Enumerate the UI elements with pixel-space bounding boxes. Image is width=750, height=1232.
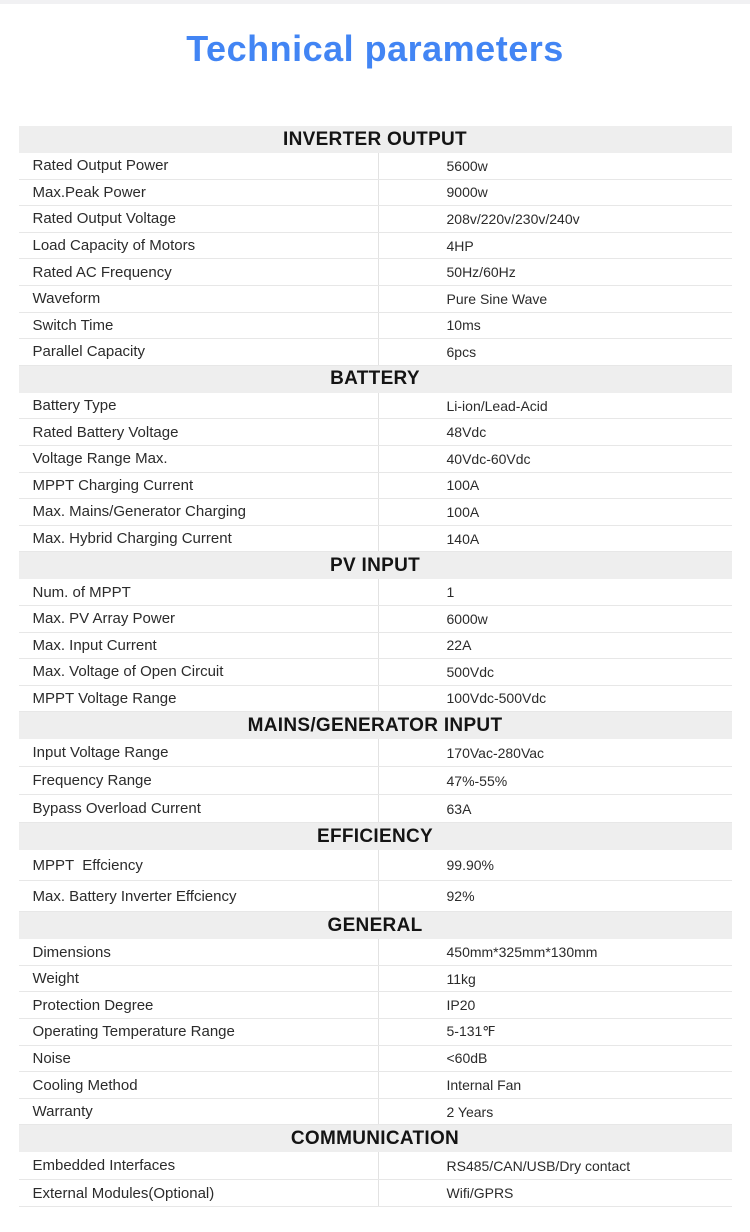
spec-row: [19, 1152, 732, 1180]
spec-row: [19, 1046, 732, 1073]
spec-label: MPPT Effciency: [32, 856, 143, 874]
spec-label: Max. Input Current: [32, 636, 157, 654]
spec-value: 100A: [378, 499, 732, 525]
spec-value: 170Vac-280Vac: [378, 739, 732, 766]
section-header: GENERAL: [19, 912, 732, 939]
spec-label: Rated Battery Voltage: [32, 423, 179, 441]
spec-row: [19, 526, 732, 553]
spec-label: Parallel Capacity: [32, 343, 146, 361]
spec-row: [19, 739, 732, 767]
spec-section-efficiency: [19, 823, 732, 912]
spec-label: MPPT Voltage Range: [32, 689, 177, 707]
spec-value: 4HP: [378, 233, 732, 259]
spec-value: 63A: [378, 795, 732, 822]
spec-label: Protection Degree: [32, 996, 154, 1014]
spec-row: [19, 180, 732, 207]
spec-label: Operating Temperature Range: [32, 1023, 235, 1041]
spec-section-communication: [19, 1125, 732, 1207]
spec-value: 50Hz/60Hz: [378, 259, 732, 285]
spec-label: Input Voltage Range: [32, 744, 169, 762]
spec-value: 99.90%: [378, 850, 732, 880]
spec-label: Max. Voltage of Open Circuit: [32, 663, 224, 681]
spec-value: RS485/CAN/USB/Dry contact: [378, 1152, 732, 1179]
spec-label: Max. Hybrid Charging Current: [32, 530, 232, 548]
spec-value: IP20: [378, 992, 732, 1018]
section-rows: [19, 153, 732, 366]
spec-row: [19, 419, 732, 446]
spec-row: [19, 206, 732, 233]
spec-row: [19, 499, 732, 526]
spec-row: [19, 992, 732, 1019]
section-rows: [19, 579, 732, 712]
spec-value: 11kg: [378, 966, 732, 992]
spec-value: Li-ion/Lead-Acid: [378, 393, 732, 419]
section-rows: [19, 850, 732, 912]
spec-section-battery: [19, 366, 732, 553]
spec-row: [19, 446, 732, 473]
spec-section-pv-input: [19, 552, 732, 712]
spec-value: 47%-55%: [378, 767, 732, 794]
spec-row: [19, 259, 732, 286]
spec-label: External Modules(Optional): [32, 1184, 215, 1202]
spec-label: Frequency Range: [32, 772, 152, 790]
spec-row: [19, 633, 732, 660]
spec-row: [19, 313, 732, 340]
spec-row: [19, 659, 732, 686]
spec-row: [19, 339, 732, 366]
spec-label: Max.Peak Power: [32, 183, 146, 201]
spec-value: Internal Fan: [378, 1072, 732, 1098]
spec-row: [19, 795, 732, 823]
spec-value: <60dB: [378, 1046, 732, 1072]
top-divider: [0, 0, 750, 4]
spec-value: 450mm*325mm*130mm: [378, 939, 732, 965]
spec-row: [19, 966, 732, 993]
spec-value: 500Vdc: [378, 659, 732, 685]
spec-row: [19, 1099, 732, 1126]
spec-label: Noise: [32, 1049, 71, 1067]
spec-value: 2 Years: [378, 1099, 732, 1125]
spec-row: [19, 1019, 732, 1046]
spec-value: 92%: [378, 881, 732, 911]
spec-row: [19, 393, 732, 420]
section-header: COMMUNICATION: [19, 1125, 732, 1152]
spec-row: [19, 286, 732, 313]
spec-label: Embedded Interfaces: [32, 1157, 176, 1175]
spec-value: 140A: [378, 526, 732, 552]
spec-row: [19, 233, 732, 260]
spec-row: [19, 473, 732, 500]
spec-value: 1: [378, 579, 732, 605]
spec-value: 48Vdc: [378, 419, 732, 445]
section-rows: [19, 393, 732, 553]
spec-row: [19, 579, 732, 606]
spec-label: Num. of MPPT: [32, 583, 131, 601]
section-header: BATTERY: [19, 366, 732, 393]
spec-value: 40Vdc-60Vdc: [378, 446, 732, 472]
spec-label: Weight: [32, 970, 79, 988]
spec-label: Rated Output Power: [32, 157, 169, 175]
spec-label: Bypass Overload Current: [32, 800, 201, 818]
spec-label: Switch Time: [32, 316, 114, 334]
spec-row: [19, 881, 732, 912]
section-rows: [19, 739, 732, 823]
spec-label: Load Capacity of Motors: [32, 237, 196, 255]
spec-label: Battery Type: [32, 397, 117, 415]
spec-section-inverter-output: [19, 126, 732, 366]
spec-value: 6000w: [378, 606, 732, 632]
spec-table: [19, 126, 732, 1207]
page-title: Technical parameters: [186, 28, 564, 69]
spec-section-mains-generator-input: [19, 712, 732, 823]
spec-label: Rated Output Voltage: [32, 210, 176, 228]
spec-label: Voltage Range Max.: [32, 450, 168, 468]
spec-label: Rated AC Frequency: [32, 263, 172, 281]
spec-value: 100A: [378, 473, 732, 499]
spec-section-general: [19, 912, 732, 1125]
spec-value: Pure Sine Wave: [378, 286, 732, 312]
spec-value: 6pcs: [378, 339, 732, 365]
section-rows: [19, 1152, 732, 1207]
spec-label: Warranty: [32, 1103, 93, 1121]
spec-row: [19, 850, 732, 881]
spec-row: [19, 1072, 732, 1099]
spec-value: 22A: [378, 633, 732, 659]
spec-value: 5-131℉: [378, 1019, 732, 1045]
section-header: MAINS/GENERATOR INPUT: [19, 712, 732, 739]
spec-value: 5600w: [378, 153, 732, 179]
spec-label: Max. PV Array Power: [32, 610, 176, 628]
spec-row: [19, 153, 732, 180]
section-rows: [19, 939, 732, 1125]
spec-value: 100Vdc-500Vdc: [378, 686, 732, 712]
spec-row: [19, 939, 732, 966]
spec-value: 10ms: [378, 313, 732, 339]
spec-row: [19, 606, 732, 633]
spec-value: Wifi/GPRS: [378, 1180, 732, 1207]
spec-row: [19, 767, 732, 795]
spec-label: Max. Mains/Generator Charging: [32, 503, 246, 521]
spec-label: Max. Battery Inverter Effciency: [32, 887, 237, 905]
spec-value: 208v/220v/230v/240v: [378, 206, 732, 232]
spec-value: 9000w: [378, 180, 732, 206]
spec-label: Waveform: [32, 290, 101, 308]
section-header: INVERTER OUTPUT: [19, 126, 732, 153]
spec-row: [19, 1180, 732, 1208]
spec-label: Cooling Method: [32, 1076, 138, 1094]
spec-row: [19, 686, 732, 713]
spec-label: Dimensions: [32, 943, 111, 961]
section-header: PV INPUT: [19, 552, 732, 579]
spec-label: MPPT Charging Current: [32, 476, 194, 494]
section-header: EFFICIENCY: [19, 823, 732, 850]
